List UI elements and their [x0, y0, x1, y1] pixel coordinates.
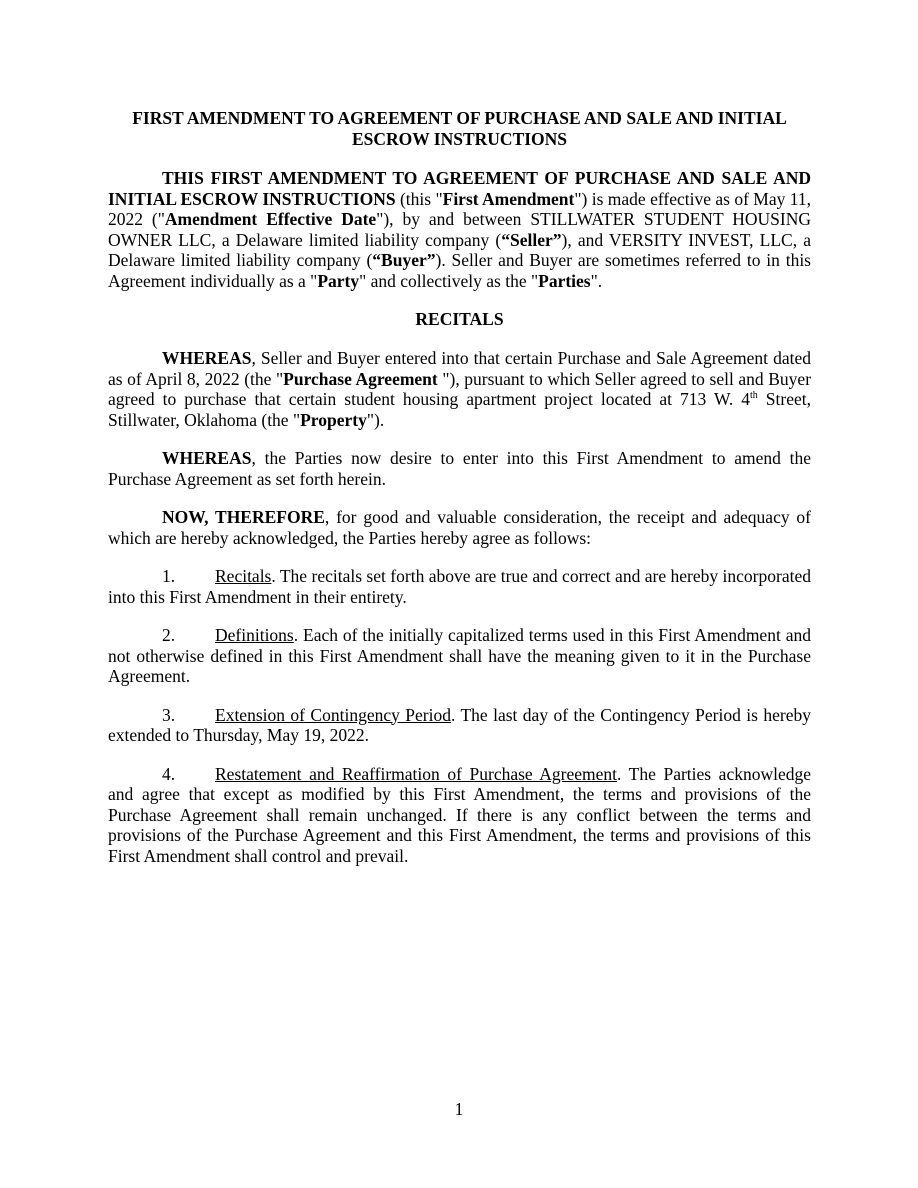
section-3-heading: Extension of Contingency Period: [215, 704, 451, 725]
intro-paragraph: [108, 168, 811, 291]
term-first-amendment: First Amendment: [442, 188, 575, 209]
term-parties: Parties: [538, 270, 591, 291]
intro-text-1: (this ": [395, 188, 443, 209]
whereas-1-text-3: Street, Stillwater, Oklahoma (the ": [108, 389, 811, 430]
section-2-heading: Definitions: [215, 625, 294, 645]
now-therefore-lead: NOW, THEREFORE: [162, 507, 325, 527]
page-number: 1: [454, 1099, 464, 1119]
term-purchase-agreement: Purchase Agreement: [283, 368, 443, 389]
document-title: [108, 108, 811, 150]
intro-text-5: ). Seller and Buyer are sometimes referred to in this Agreement individually as a ": [108, 250, 811, 291]
whereas-1-text-1: , Seller and Buyer entered into that certain Purchase and Sale Agreement dated as of April 8, 2022 (the ": [108, 348, 811, 389]
section-1: [108, 566, 811, 607]
whereas-paragraph-2: [108, 448, 811, 489]
intro-text-2: ") is made effective as of May 11, 2022 (": [108, 188, 811, 229]
intro-text-7: ".: [590, 270, 603, 291]
section-3: [108, 705, 811, 746]
intro-bold-lead: THIS FIRST AMENDMENT TO AGREEMENT OF PURCHASE AND SALE AND INITIAL ESCROW INSTRUCTIONS: [108, 168, 811, 209]
whereas-1-lead: WHEREAS: [162, 348, 252, 368]
term-property: Property: [300, 409, 367, 430]
section-4-number: 4.: [162, 763, 176, 784]
term-party: Party: [317, 270, 360, 291]
title-line-1: FIRST AMENDMENT TO AGREEMENT OF PURCHASE AND SALE AND INITIAL: [132, 108, 787, 128]
recitals-heading: RECITALS: [415, 309, 504, 329]
section-4-text: . The Parties acknowledge and agree that except as modified by this First Amendment, the terms and provisions of the Purchase Agreement shall remain unchanged. If there is any conflict between the terms and provisions of the Purchase Agreement and this First Amendment, the terms and provisions of this First Amendment shall control and prevail.: [108, 763, 812, 866]
section-2-number: 2.: [162, 625, 176, 645]
section-4: [108, 764, 811, 867]
now-therefore-text: , for good and valuable consideration, the receipt and adequacy of which are hereby acknowledged, the Parties hereby agree as follows:: [108, 507, 811, 548]
whereas-2-text: , the Parties now desire to enter into this First Amendment to amend the Purchase Agreement as set forth herein.: [108, 448, 811, 489]
title-line-2: ESCROW INSTRUCTIONS: [351, 129, 568, 149]
intro-text-6: " and collectively as the ": [359, 270, 539, 291]
intro-text-3: "), by and between STILLWATER STUDENT HOUSING OWNER LLC, a Delaware limited liability company (: [108, 209, 811, 250]
section-4-heading: Restatement and Reaffirmation of Purchase Agreement: [215, 763, 618, 784]
section-1-text: . The recitals set forth above are true and correct and are hereby incorporated into this First Amendment in their entirety.: [108, 566, 811, 607]
whereas-paragraph-1: [108, 348, 811, 430]
section-3-number: 3.: [162, 704, 176, 725]
now-therefore-paragraph: [108, 507, 811, 548]
whereas-2-lead: WHEREAS: [162, 448, 252, 468]
section-1-heading: Recitals: [215, 566, 272, 586]
term-seller: “Seller”: [501, 229, 562, 250]
term-amendment-effective-date: Amendment Effective Date: [164, 209, 377, 229]
section-1-number: 1.: [162, 566, 176, 586]
ordinal-superscript: th: [750, 390, 758, 402]
term-buyer: “Buyer”: [372, 250, 436, 270]
whereas-1-text-4: ").: [366, 409, 385, 430]
intro-text-4: ), and VERSITY INVEST, LLC, a Delaware limited liability company (: [108, 229, 811, 270]
section-3-text: . The last day of the Contingency Period is hereby extended to Thursday, May 19, 2022.: [108, 704, 811, 745]
section-2: [108, 625, 811, 687]
section-2-text: . Each of the initially capitalized terms used in this First Amendment and not otherwise defined in this First Amendment shall have the meaning given to it in the Purchase Agreement.: [108, 625, 811, 686]
whereas-1-text-2: "), pursuant to which Seller agreed to sell and Buyer agreed to purchase that certain student housing apartment project located at 713 W. 4: [108, 368, 812, 409]
